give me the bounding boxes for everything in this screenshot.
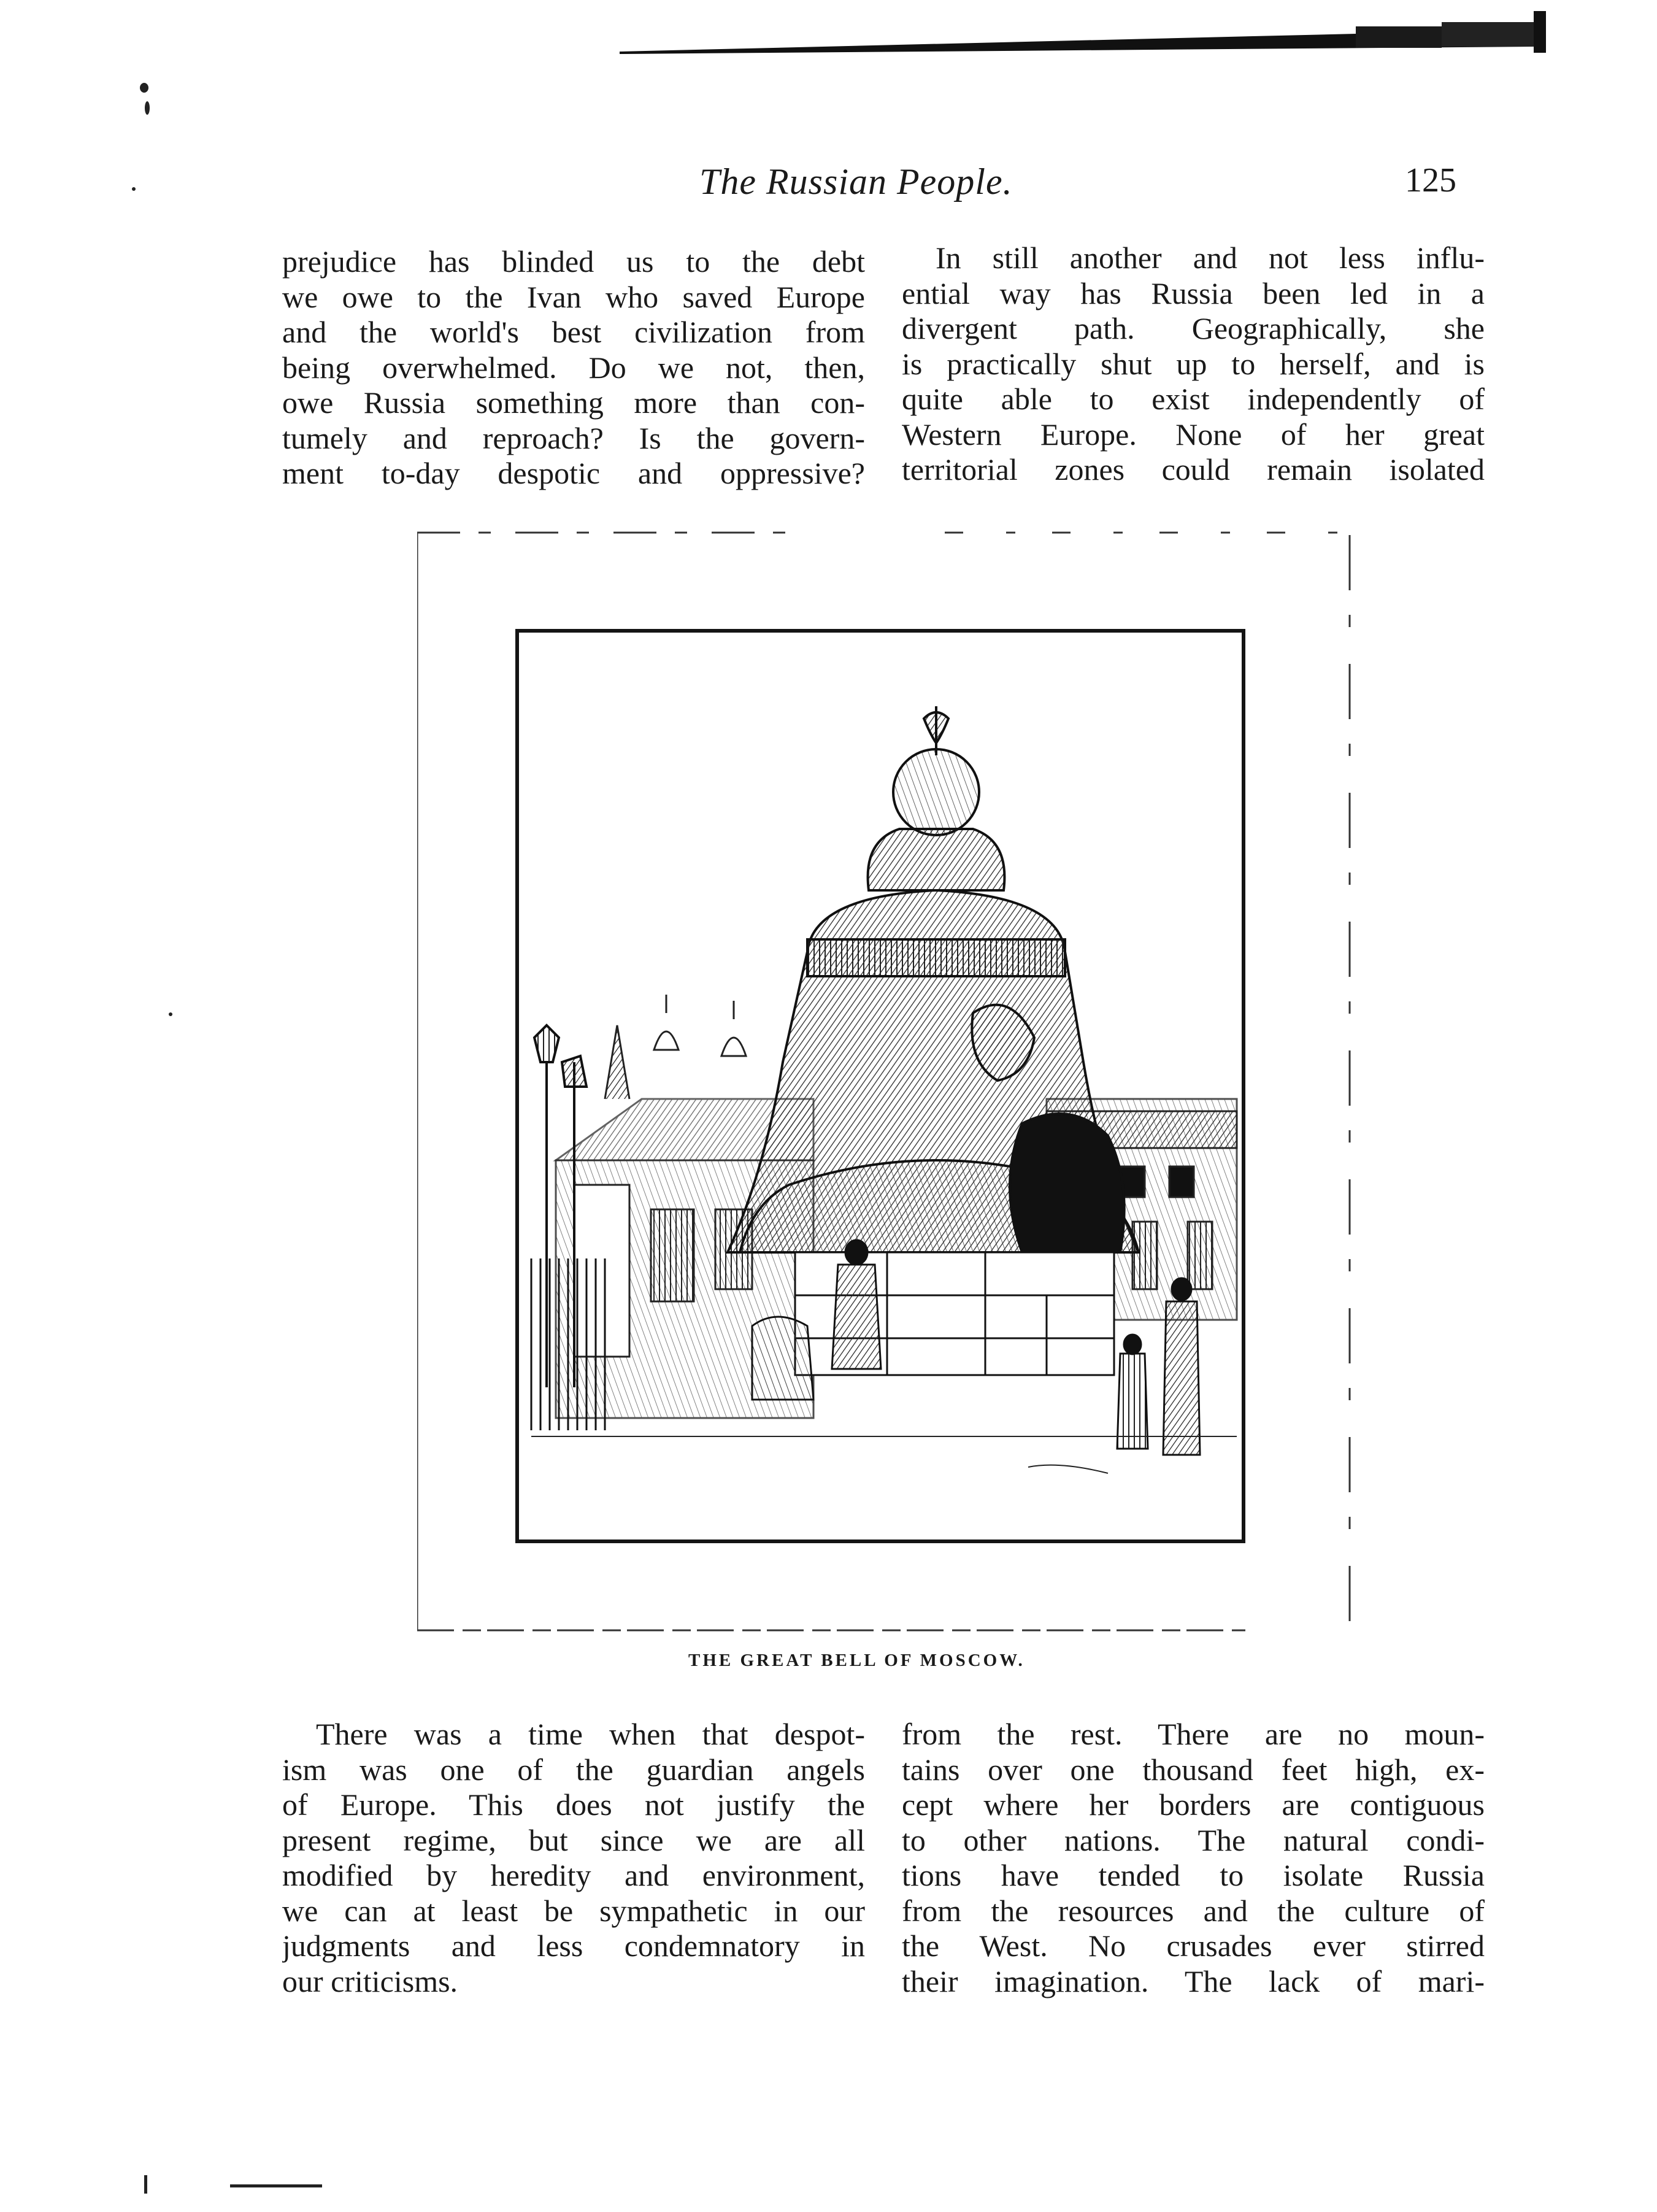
text-line: quite able to exist independently of: [902, 382, 1485, 416]
text-line: prejudice has blinded us to the debt: [282, 244, 865, 279]
bottom-right-column: [902, 1717, 1485, 1999]
text-line: ism was one of the guardian angels: [282, 1752, 865, 1787]
text-line: tions have tended to isolate Russia: [902, 1858, 1485, 1892]
text-line: Western Europe. None of her great: [902, 417, 1485, 452]
top-left-column: [282, 244, 865, 491]
text-line: the West. No crusades ever stirred: [902, 1929, 1485, 1963]
text-line: we can at least be sympathetic in our: [282, 1893, 865, 1928]
margin-speck: [144, 2175, 147, 2194]
text-line: tains over one thousand feet high, ex-: [902, 1752, 1485, 1787]
figure-caption: THE GREAT BELL OF MOSCOW.: [688, 1651, 1025, 1670]
text-line: tumely and reproach? Is the govern-: [282, 420, 865, 455]
text-line: In still another and not less influ-: [936, 241, 1485, 275]
text-line: being overwhelmed. Do we not, then,: [282, 350, 865, 385]
text-line: is practically shut up to herself, and is: [902, 346, 1485, 381]
top-scan-rule: [620, 11, 1552, 54]
text-line: present regime, but since we are all: [282, 1822, 865, 1857]
text-line: from the resources and the culture of: [902, 1893, 1485, 1928]
text-line: to other nations. The natural condi-: [902, 1822, 1485, 1857]
text-line: modified by heredity and environment,: [282, 1858, 865, 1892]
text-line: of Europe. This does not justify the: [282, 1787, 865, 1822]
text-line: we owe to the Ivan who saved Europe: [282, 279, 865, 314]
text-line: ential way has Russia been led in a: [902, 276, 1485, 310]
margin-speck: [169, 1012, 172, 1016]
text-line: judgments and less condemnatory in: [282, 1929, 865, 1963]
text-line: There was a time when that despot-: [316, 1717, 865, 1751]
margin-speck: [145, 101, 150, 115]
running-title: The Russian People.: [699, 161, 1013, 202]
text-line: their imagination. The lack of mari-: [902, 1963, 1485, 1998]
bottom-left-column: [282, 1717, 865, 1999]
text-line: territorial zones could remain isolated: [902, 452, 1485, 487]
great-bell-illustration: [515, 629, 1245, 1543]
top-right-column: [902, 241, 1485, 488]
text-line: divergent path. Geographically, she: [902, 311, 1485, 345]
text-line: cept where her borders are contiguous: [902, 1787, 1485, 1822]
bell-drawing: [519, 633, 1242, 1540]
text-line: owe Russia something more than con-: [282, 385, 865, 420]
page-number: 125: [1405, 161, 1456, 199]
text-line: and the world's best civilization from: [282, 315, 865, 349]
margin-speck: [230, 2184, 322, 2187]
bell: [728, 706, 1139, 1252]
margin-speck: [132, 187, 136, 191]
text-line: ment to-day despotic and oppressive?: [282, 456, 865, 490]
margin-speck: [140, 83, 148, 93]
text-line: from the rest. There are no moun-: [902, 1717, 1485, 1751]
text-line: our criticisms.: [282, 1963, 458, 1998]
